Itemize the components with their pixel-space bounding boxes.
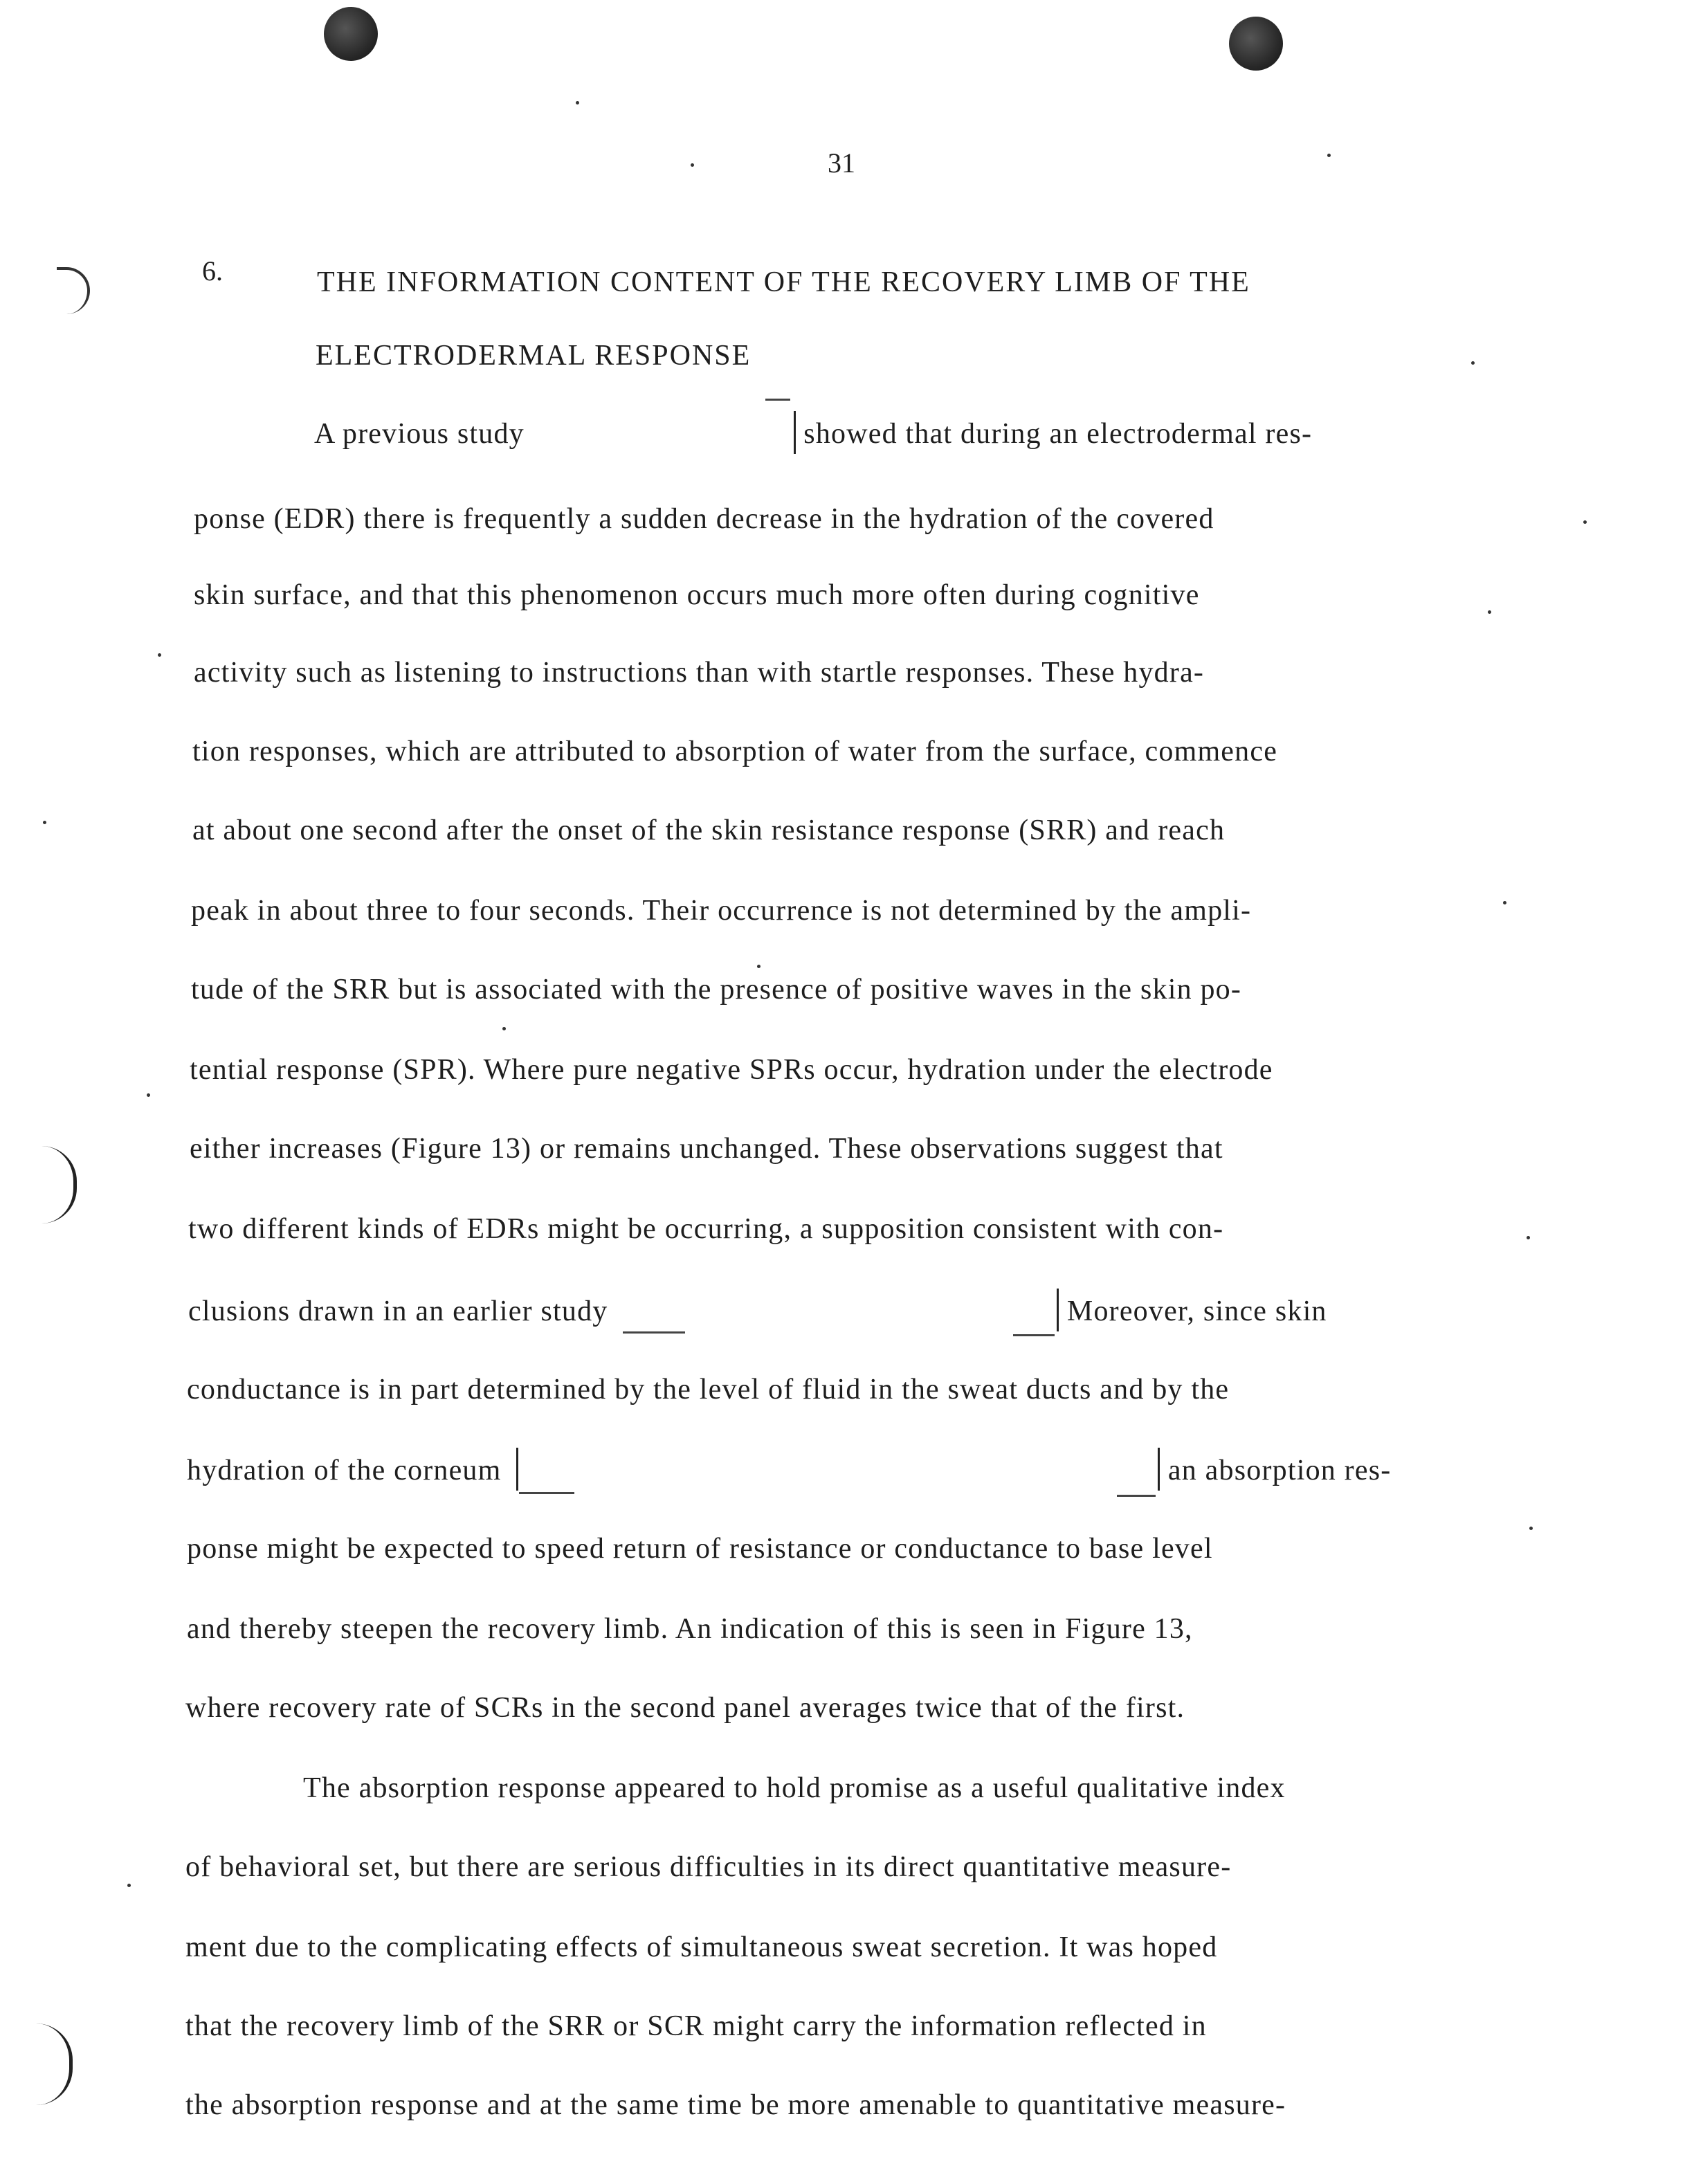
speck <box>502 1027 506 1030</box>
speck <box>1471 361 1475 365</box>
speck <box>691 163 694 167</box>
punch-hole-left <box>324 7 378 61</box>
redaction-gap <box>616 1293 1059 1320</box>
redaction-mark <box>519 1492 574 1494</box>
redaction-mark <box>623 1331 685 1334</box>
speck <box>1327 154 1331 157</box>
speck <box>43 821 46 824</box>
paragraph-1-line-6: at about one second after the onset of the skin resistance response (SRR) and reach <box>192 815 1226 846</box>
paragraph-2-line-3: ment due to the complicating effects of simultaneous sweat secretion. It was hoped <box>185 1931 1218 1963</box>
margin-mark-1 <box>57 267 90 314</box>
speck <box>1527 1236 1530 1239</box>
speck <box>1488 610 1491 614</box>
speck <box>158 653 161 657</box>
paragraph-1-line-16: and thereby steepen the recovery limb. An indication of this is seen in Figure 13, <box>187 1613 1193 1645</box>
redaction-mark <box>1013 1334 1055 1336</box>
redaction-mark <box>1117 1495 1156 1497</box>
redaction-bracket <box>516 1448 518 1491</box>
paragraph-1-line-12 <box>188 1293 1327 1328</box>
redaction-mark <box>765 399 790 401</box>
paragraph-1-line-7: peak in about three to four seconds. Their occurrence is not determined by the ampli- <box>191 895 1252 927</box>
paragraph-1-line-10: either increases (Figure 13) or remains unchanged. These observations suggest that <box>190 1133 1223 1165</box>
speck <box>147 1093 150 1097</box>
paragraph-1-line-14 <box>187 1452 1391 1487</box>
text-segment: A previous study <box>314 418 525 450</box>
punch-hole-right <box>1229 17 1283 71</box>
page-number: 31 <box>828 147 855 179</box>
speck <box>1583 520 1587 524</box>
redaction-bracket <box>794 411 796 454</box>
paragraph-2-line-1: The absorption response appeared to hold promise as a useful qualitative index <box>303 1772 1286 1804</box>
paragraph-1-line-8: tude of the SRR but is associated with the presence of positive waves in the skin po- <box>191 974 1242 1005</box>
speck <box>1529 1527 1533 1530</box>
speck <box>576 101 579 104</box>
paragraph-1-line-5: tion responses, which are attributed to absorption of water from the surface, commence <box>192 736 1278 767</box>
paragraph-1-line-1 <box>314 415 1312 451</box>
paragraph-2-line-2: of behavioral set, but there are serious difficulties in its direct quantitative measure- <box>185 1851 1232 1883</box>
paragraph-1-line-11: two different kinds of EDRs might be occurring, a supposition consistent with con- <box>188 1213 1224 1245</box>
section-title-line-1: THE INFORMATION CONTENT OF THE RECOVERY LIMB OF THE <box>317 266 1250 298</box>
redaction-bracket <box>1158 1448 1160 1491</box>
paragraph-1-line-15: ponse might be expected to speed return of resistance or conductance to base level <box>187 1533 1213 1565</box>
text-segment: an absorption res- <box>1167 1455 1392 1486</box>
text-segment: showed that during an electrodermal res- <box>803 418 1313 450</box>
speck <box>1503 901 1506 904</box>
paragraph-1-line-13: conductance is in part determined by the level of fluid in the sweat ducts and by the <box>187 1374 1230 1405</box>
paragraph-1-line-3: skin surface, and that this phenomenon occurs much more often during cognitive <box>194 579 1200 611</box>
redaction-bracket <box>1057 1289 1059 1331</box>
section-title-line-2: ELECTRODERMAL RESPONSE <box>316 340 752 372</box>
speck <box>127 1884 131 1887</box>
text-segment: Moreover, since skin <box>1066 1295 1327 1327</box>
text-segment: hydration of the corneum <box>187 1455 502 1486</box>
paragraph-1-line-4: activity such as listening to instructions than with startle responses. These hydra- <box>194 657 1205 689</box>
paragraph-1-line-9: tential response (SPR). Where pure negative SPRs occur, hydration under the electrode <box>190 1054 1273 1086</box>
paragraph-2-line-5: the absorption response and at the same time be more amenable to quantitative measure- <box>185 2089 1286 2121</box>
redaction-gap <box>509 1452 1160 1480</box>
section-number: 6. <box>202 255 223 286</box>
speck <box>757 965 761 968</box>
paragraph-1-line-2: ponse (EDR) there is frequently a sudden decrease in the hydration of the covered <box>194 503 1214 535</box>
paragraph-2-line-4: that the recovery limb of the SRR or SCR might carry the information reflected in <box>185 2010 1207 2042</box>
text-segment: clusions drawn in an earlier study <box>188 1295 608 1327</box>
margin-mark-3 <box>36 2023 73 2105</box>
redaction-gap <box>533 415 796 443</box>
margin-mark-2 <box>42 1146 77 1223</box>
paragraph-1-line-17: where recovery rate of SCRs in the second panel averages twice that of the first. <box>185 1692 1185 1724</box>
